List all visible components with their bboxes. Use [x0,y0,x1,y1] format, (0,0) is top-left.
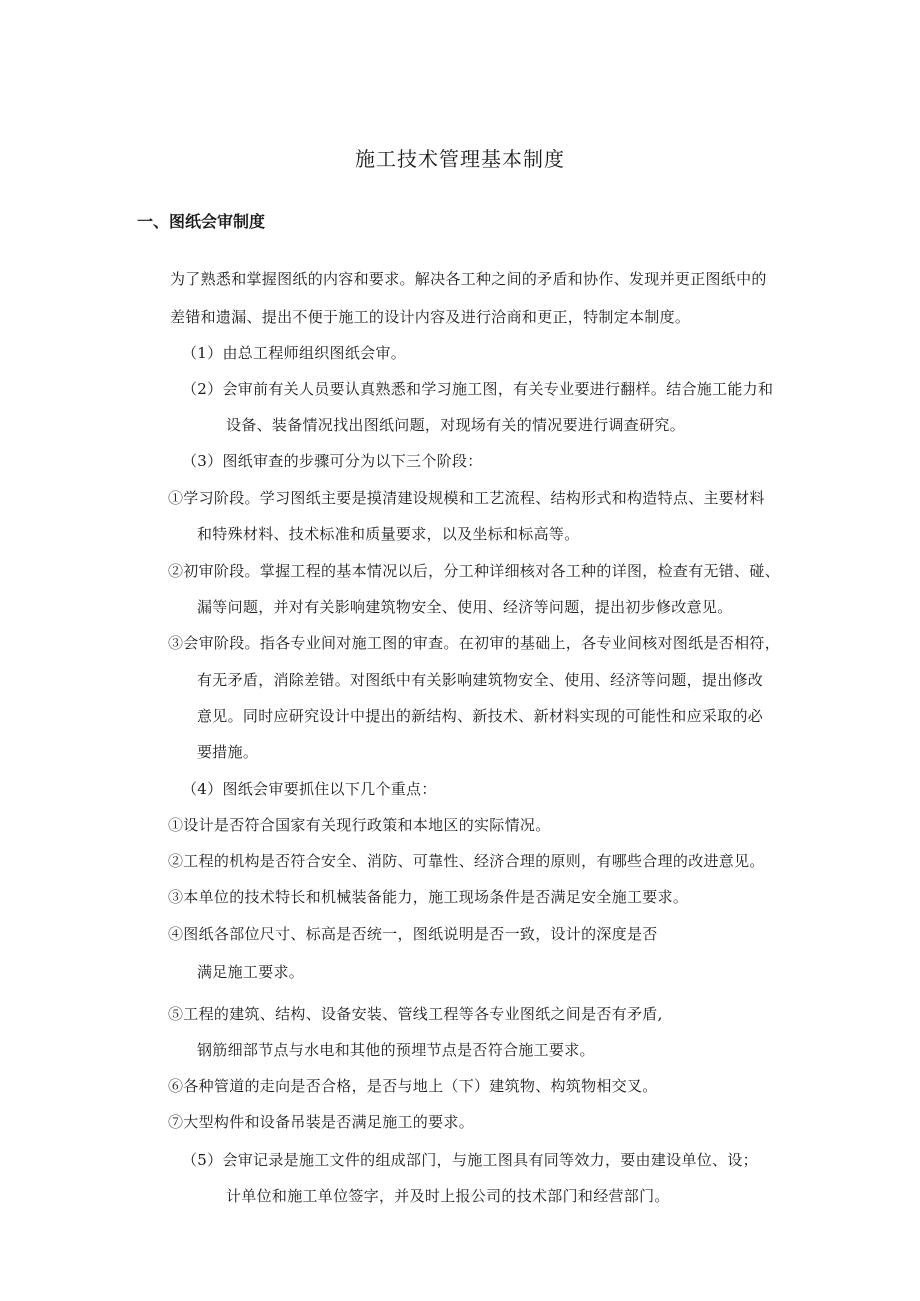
paragraph-line: （1）由总工程师组织图纸会审。 [182,344,407,362]
paragraph-line: ②初审阶段。掌握工程的基本情况以后，分工种详细核对各工种的详图，检查有无错、碰、 [168,562,781,580]
paragraph-line: 和特殊材料、技术标准和质量要求，以及坐标和标高等。 [197,525,580,543]
paragraph-line: 差错和遗漏、提出不便于施工的设计内容及进行洽商和更正，特制定本制度。 [170,308,691,326]
document-title: 施工技术管理基本制度 [355,147,565,171]
paragraph-line: ①设计是否符合国家有关现行政策和本地区的实际情况。 [168,816,551,834]
paragraph-line: ④图纸各部位尺寸、标高是否统一，图纸说明是否一致，设计的深度是否 [168,925,658,943]
paragraph-line: 满足施工要求。 [197,963,305,981]
paragraph-line: ①学习阶段。学习图纸主要是摸清建设规模和工艺流程、结构形式和构造特点、主要材料 [168,489,765,507]
paragraph-line: ③会审阶段。指各专业间对施工图的审查。在初审的基础上，各专业间核对图纸是否相符， [168,634,781,652]
section-heading: 一、图纸会审制度 [137,212,266,231]
paragraph-line: ⑥各种管道的走向是否合格，是否与地上（下）建筑物、构筑物相交叉。 [168,1077,658,1095]
paragraph-line: ②工程的机构是否符合安全、消防、可靠性、经济合理的原则，有哪些合理的改进意见。 [168,852,765,870]
paragraph-line: ③本单位的技术特长和机械装备能力，施工现场条件是否满足安全施工要求。 [168,888,689,906]
paragraph-line: 计单位和施工单位签字，并及时上报公司的技术部门和经营部门。 [226,1187,670,1205]
paragraph-line: 设备、装备情况找出图纸问题，对现场有关的情况要进行调查研究。 [226,416,686,434]
paragraph-line: （5）会审记录是施工文件的组成部门，与施工图具有同等效力，要由建设单位、设； [182,1151,758,1169]
paragraph-line: 钢筋细部节点与水电和其他的预埋节点是否符合施工要求。 [197,1041,595,1059]
paragraph-line: 漏等问题，并对有关影响建筑物安全、使用、经济等问题，提出初步修改意见。 [197,598,733,616]
paragraph-line: （2）会审前有关人员要认真熟悉和学习施工图，有关专业要进行翻样。结合施工能力和 [182,380,774,398]
paragraph-line: 要措施。 [197,743,259,761]
paragraph-line: 有无矛盾，消除差错。对图纸中有关影响建筑物安全、使用、经济等问题，提出修改 [197,671,764,689]
paragraph-line: ⑤工程的建筑、结构、设备安装、管线工程等各专业图纸之间是否有矛盾, [168,1005,663,1023]
paragraph-line: （3）图纸审查的步骤可分为以下三个阶段： [182,452,483,470]
paragraph-line: 为了熟悉和掌握图纸的内容和要求。解决各工种之间的矛盾和协作、发现并更正图纸中的 [170,270,767,288]
paragraph-line: ⑦大型构件和设备吊装是否满足施工的要求。 [168,1113,475,1131]
paragraph-line: （4）图纸会审要抓住以下几个重点： [182,780,437,798]
paragraph-line: 意见。同时应研究设计中提出的新结构、新技术、新材料实现的可能性和应采取的必 [197,707,764,725]
